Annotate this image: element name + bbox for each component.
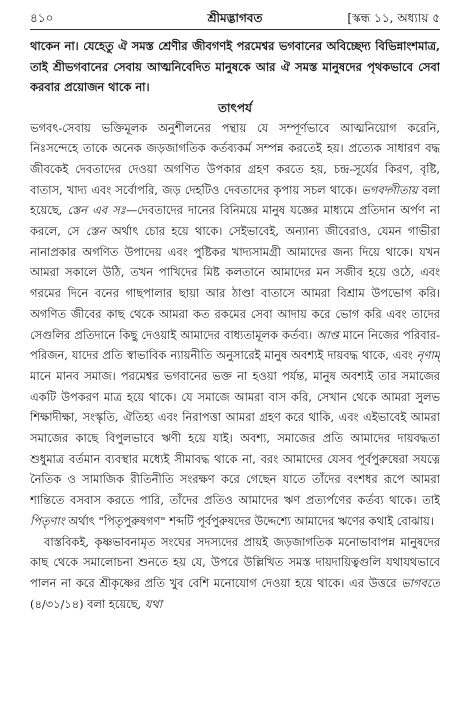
- purport-text: মানে মানব সমাজ। পরমেশ্বর ভগবানের ভক্ত না হওয়া পর্যন্ত, মানুষ অবশ্যই তার সমাজের একটি উপকরণ মাত্র হয়ে থাকে। যে সমাজে আমরা বাস করি, সেখান থেকে আমরা সুলভ শিক্ষাদীক্ষা, সংস্কৃতি, ঐতিহ্য এবং নিরাপত্তা আমরা গ্রহণ করে থাকি, এবং এইভাবেই আমরা সমাজের কাছে বিপুলভাবে ঋণী হয়ে যাই। অবশ্য, সমাজের প্রতি আমাদের দায়বদ্ধতা শুধুমাত্র বর্তমান ব্যবস্থার মধ্যেই সীমাবদ্ধ থাকে না, বরং আমাদের যেসব পূর্বপুরুষেরা সযত্নে নৈতিক ও সামাজিক রীতিনীতি সংরক্ষণ করে গেছেন যাতে তাঁদের বংশধর রূপে আমরা শান্তিতে বসবাস করতে পারি, তাঁদের প্রতিও আমাদের ঋণ প্রত্যর্পণের কর্তব্য থাকে। তাই: [30, 368, 440, 508]
- purport-text: —দেবতাদের দানের বিনিময়ে মানুষ যজ্ঞের মাধ্যমে প্রতিদান অর্পণ না করলে, সে: [30, 203, 440, 239]
- page-number: ৪১০: [30, 11, 54, 25]
- purport-italic-term: ভাগবতে: [401, 575, 440, 590]
- purport-italic-term: ভগবদ্গীতায়: [361, 182, 418, 197]
- chapter-reference: [স্কন্ধ ১১, অধ্যায় ৫: [347, 11, 440, 25]
- purport-paragraph: [30, 118, 440, 532]
- purport-italic-term: স্তেন এব সঃ: [67, 203, 126, 218]
- purport-paragraph: [30, 532, 440, 615]
- book-page: [30, 8, 440, 698]
- purport-text: (৪/৩১/১৪) বলা হয়েছে,: [30, 596, 145, 611]
- verse-translation-text: থাকেন না। যেহেতু ঐ সমস্ত শ্রেণীর জীবগণই পরমেশ্বর ভগবানের অবিচ্ছেদ্য বিভিন্নাংশমাত্র, তাই শ্রীভগবানের সেবায় আত্মনিবেদিত মানুষকে আর ঐ সমস্ত মানুষদের পৃথকভাবে সেবা করবার প্রয়োজন থাকে না।: [30, 39, 440, 94]
- purport-text: বলা হয়েছে,: [30, 182, 440, 218]
- purport-text: ভগবৎ-সেবায় ভক্তিমূলক অনুশীলনের পন্থায় যে সম্পূর্ণভাবে আত্মনিয়োগ করেনি, নিঃসন্দেহে তাকে অনেক জড়জাগতিক কর্তব্যকর্ম সম্পন্ন করতেই হয়। প্রত্যেক সাধারণ বদ্ধ জীবকেই দেবতাদের দেওয়া অগণিত উপকার গ্রহণ করতে হয়, চন্দ্র-সূর্যের কিরণ, বৃষ্টি, বাতাস, খাদ্য এবং সর্বোপরি, জড় দেহটিও দেবতাদের কৃপায় সচল থাকে।: [30, 120, 440, 197]
- purport-italic-term: যথা: [144, 596, 163, 611]
- purport-text: অর্থাৎ চোর হয়ে থাকে। সেইভাবেই, অন্যান্য জীবেরাও, যেমন গাভীরা নানাপ্রকার অগণিত উপাদেয় এবং পুষ্টিকর খাদ্যসামগ্রী আমাদের জন্য দিয়ে থাকে। যখন আমরা সকালে উঠি, তখন পাখিদের মিষ্ট কলতানে আমাদের মন সজীব হয়ে ওঠে, এবং গরমের দিনে বনের গাছপালার ছায়া আর ঠাণ্ডা বাতাসে আমরা বিশ্রাম উপভোগ করি। অগণিত জীবের কাছ থেকে আমরা কত রকমের সেবা আদায় করে ভোগ করি এবং তাদের সেগুলির প্রতিদানে কিছু দেওয়াই আমাদের বাধ্যতামূলক কর্তব্য।: [30, 224, 440, 342]
- book-title: শ্রীমদ্ভাগবত: [207, 11, 263, 25]
- verse-translation: [30, 36, 440, 98]
- header-divider: [30, 29, 440, 30]
- purport-italic-term: স্তেন: [85, 224, 106, 239]
- purport-text: অর্থাৎ "পিতৃপুরুষগণ" শব্দটি পূর্বপুরুষদের উদ্দেশ্যে আমাদের ঋণের কথাই বোঝায়।: [64, 513, 434, 528]
- purport-text: মানে নিজের পরিবার-পরিজন, যাদের প্রতি স্বাভাবিক ন্যায়নীতি অনুসারেই মানুষ অবশ্যই দায়বদ্ধ থাকে, এবং: [30, 327, 440, 363]
- running-header: [30, 8, 440, 28]
- purport-italic-term: আপ্ত: [316, 327, 339, 342]
- purport-title: তাৎপর্য: [218, 100, 252, 115]
- purport-italic-term: নৃণাম্: [416, 348, 440, 363]
- purport-italic-term: পিতৃণাং: [30, 513, 65, 528]
- purport-body: [30, 118, 440, 615]
- purport-text: বাস্তবিকই, কৃষ্ণভাবনামৃত সংঘের সদস্যদের প্রায়ই জড়জাগতিক মনোভাবাপন্ন মানুষদের কাছ থেকে সমালোচনা শুনতে হয় যে, উপরে উল্লিখিত সমস্ত দায়দায়িত্বগুলি যথাযথভাবে পালন না করে শ্রীকৃষ্ণের প্রতি খুব বেশি মনোযোগ দেওয়া হয়ে থাকে। এর উত্তরে: [30, 534, 440, 590]
